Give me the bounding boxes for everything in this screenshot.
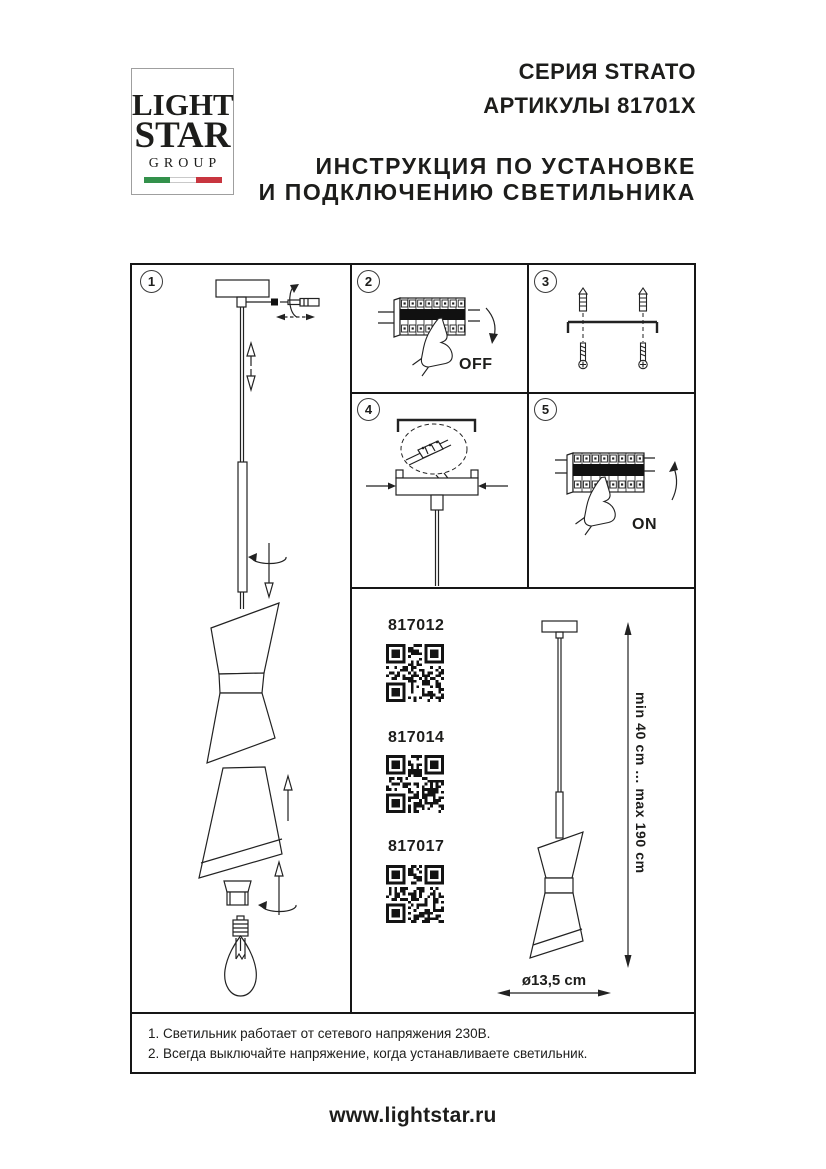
breaker-on-illustration <box>529 394 694 587</box>
wall-mounting-illustration <box>529 265 694 392</box>
height-range-label: min 40 cm ... max 190 cm <box>633 692 649 874</box>
article-code-817014: 817014 <box>388 729 445 746</box>
on-label: ON <box>632 516 657 533</box>
breaker-off-illustration <box>352 265 527 392</box>
series-title: СЕРИЯ STRATO <box>518 59 696 84</box>
product-dimensions-panel <box>352 589 694 1012</box>
flag-red-segment <box>196 177 222 183</box>
logo-word-star: STAR <box>134 114 231 156</box>
step-number: 5 <box>541 402 550 417</box>
lightstar-logo <box>131 68 234 195</box>
note-line-1: 1. Светильник работает от сетевого напряжения 230В. <box>148 1026 491 1041</box>
step-panel-2 <box>352 265 527 392</box>
step-number: 2 <box>364 274 373 289</box>
article-code-817012: 817012 <box>388 617 445 634</box>
pendant-assembly-illustration <box>132 265 350 1012</box>
instruction-diagram-grid <box>130 263 696 1074</box>
step-panel-5 <box>529 394 694 587</box>
diameter-label: ø13,5 cm <box>521 972 587 989</box>
flag-white-segment <box>170 177 196 183</box>
article-code-817017: 817017 <box>388 838 445 855</box>
set-screw-icon <box>271 299 278 306</box>
flag-green-segment <box>144 177 170 183</box>
website-url: www.lightstar.ru <box>329 1104 497 1127</box>
step-panel-4 <box>352 394 527 587</box>
logo-word-group: GROUP <box>148 155 222 171</box>
logo-word-light: LIGHT <box>132 87 234 122</box>
instruction-title-line1: ИНСТРУКЦИЯ ПО УСТАНОВКЕ <box>315 153 696 179</box>
articles-title: АРТИКУЛЫ 81701X <box>483 93 696 118</box>
step-panel-1 <box>132 265 350 1012</box>
instruction-title-line2: И ПОДКЛЮЧЕНИЮ СВЕТИЛЬНИКА <box>258 179 696 205</box>
document-header <box>259 61 696 205</box>
step-number: 1 <box>147 274 156 289</box>
italian-flag-bar <box>144 177 222 183</box>
canopy-wiring-illustration <box>352 394 527 587</box>
step-panel-3 <box>529 265 694 392</box>
step-number: 4 <box>364 402 373 417</box>
safety-notes <box>132 1014 694 1072</box>
off-label: OFF <box>459 356 493 373</box>
step-number: 3 <box>541 274 550 289</box>
note-line-2: 2. Всегда выключайте напряжение, когда устанавливаете светильник. <box>148 1046 588 1061</box>
